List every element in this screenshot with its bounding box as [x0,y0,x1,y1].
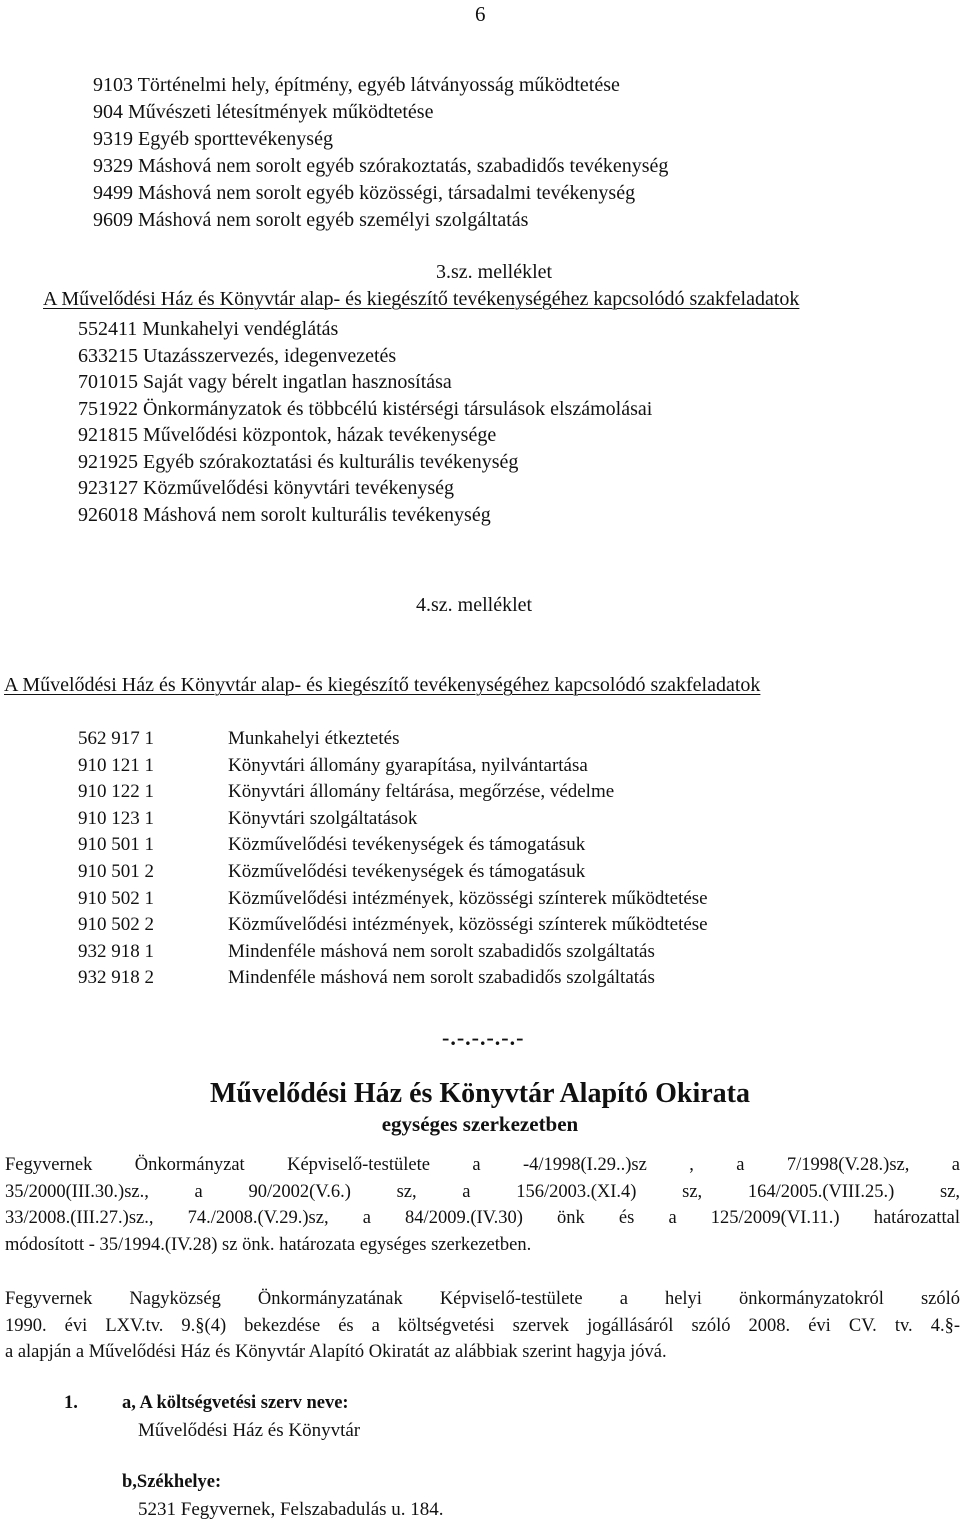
list-item: 701015 Saját vagy bérelt ingatlan hasznosítása [78,371,452,393]
list-item [78,912,878,939]
paragraph-line: Fegyvernek Önkormányzat Képviselő-testülete a -4/1998(I.29..)sz , a 7/1998(V.28.)sz, a [5,1155,960,1175]
document-title: Művelődési Ház és Könyvtár Alapító Okirata [209,1078,751,1109]
item-code: 932 918 2 [78,967,154,989]
list-item: 904 Művészeti létesítmények működtetése [93,101,434,123]
list-item: 921815 Művelődési központok, házak tevékenysége [78,424,497,446]
item-description: Közművelődési tevékenységek és támogatásuk [228,860,586,882]
annex4-title: A Művelődési Ház és Könyvtár alap- és kiegészítő tevékenységéhez kapcsolódó szakfeladatok [4,674,761,696]
list-item: 552411 Munkahelyi vendéglátás [78,318,339,340]
list-item: 9103 Történelmi hely, építmény, egyéb látványosság működtetése [93,74,620,96]
item-description: Közművelődési tevékenységek és támogatásuk [228,834,586,856]
annex4-list [78,726,878,992]
item-description: Mindenféle máshová nem sorolt szabadidős szolgáltatás [228,940,655,962]
item-code: 910 501 2 [78,860,154,882]
org-name-value: Művelődési Ház és Könyvtár [138,1420,361,1441]
item-description: Munkahelyi étkeztetés [228,728,400,749]
paragraph-line: 35/2000(III.30.)sz., a 90/2002(V.6.) sz, a 156/2003.(XI.4) sz, 164/2005.(VIII.25.) sz, [5,1181,960,1202]
item-code: 910 121 1 [78,754,154,776]
list-item [78,939,878,966]
item-code: 932 918 1 [78,940,154,962]
activities-list [93,72,668,234]
list-item [78,726,878,753]
section-number: 1. [64,1393,78,1413]
item-description: Közművelődési intézmények, közösségi színterek működtetése [228,887,708,909]
item-code: 910 123 1 [78,807,154,829]
list-item: 9329 Máshová nem sorolt egyéb szórakoztatás, szabadidős tevékenység [93,155,669,177]
annex3-heading: 3.sz. melléklet [436,261,553,283]
list-item: 923127 Közművelődési könyvtári tevékenység [78,477,455,499]
list-item [78,965,878,992]
annex4-heading: 4.sz. melléklet [416,594,533,616]
item-code: 910 501 1 [78,834,154,856]
item-description: Könyvtári állomány gyarapítása, nyilvántartása [228,754,588,776]
list-item [78,859,878,886]
list-item [78,806,878,833]
paragraph-line: a alapján a Művelődési Ház és Könyvtár Alapító Okiratát az alábbiak szerint hagyja jóvá. [5,1342,667,1362]
annex3-list [78,316,652,528]
paragraph-line: 1990. évi LXV.tv. 9.§(4) bekezdése és a költségvetési szervek jogállásáról szóló 2008. évi CV. tv. 4.§- [5,1315,960,1336]
item-description: Könyvtári állomány feltárása, megőrzése, védelme [228,781,615,803]
preamble-paragraph [5,1152,960,1258]
paragraph-line: 33/2008.(III.27.)sz., 74./2008.(V.29.)sz, a 84/2009.(IV.30) önk és a 125/2009(VI.11.) határozattal [5,1208,960,1228]
annex3-title: A Művelődési Ház és Könyvtár alap- és kiegészítő tevékenységéhez kapcsolódó szakfeladatok [43,288,800,310]
item-description: Mindenféle máshová nem sorolt szabadidős szolgáltatás [228,967,655,989]
org-name-heading: a, A költségvetési szerv neve: [122,1393,349,1413]
approval-paragraph [5,1286,960,1366]
list-item [78,886,878,913]
item-code: 910 502 1 [78,887,154,909]
list-item: 633215 Utazásszervezés, idegenvezetés [78,344,397,367]
page-number: 6 [475,2,486,26]
seat-value: 5231 Fegyvernek, Felszabadulás u. 184. [138,1499,444,1520]
list-item: 926018 Máshová nem sorolt kulturális tevékenység [78,503,491,526]
list-item: 9499 Máshová nem sorolt egyéb közösségi, társadalmi tevékenység [93,182,636,204]
item-description: Közművelődési intézmények, közösségi színterek működtetése [228,914,708,936]
item-code: 910 502 2 [78,914,154,936]
document-subtitle: egységes szerkezetben [381,1112,579,1136]
list-item [78,832,878,859]
list-item: 751922 Önkormányzatok és többcélú kistérségi társulások elszámolásai [78,397,653,420]
item-code: 562 917 1 [78,728,154,749]
list-item [78,779,878,806]
paragraph-line: Fegyvernek Nagyközség Önkormányzatának Képviselő-testülete a helyi önkormányzatokról szóló [5,1289,960,1309]
item-description: Könyvtári szolgáltatások [228,807,418,829]
list-item [78,753,878,780]
item-code: 910 122 1 [78,781,154,803]
list-item: 9319 Egyéb sporttevékenység [93,128,333,150]
seat-heading: b,Székhelye: [122,1472,222,1492]
list-item: 9609 Máshová nem sorolt egyéb személyi szolgáltatás [93,209,529,231]
paragraph-line: módosított - 35/1994.(IV.28) sz önk. határozata egységes szerkezetben. [5,1234,532,1255]
section-separator: -.-.-.-.-.- [442,1025,525,1050]
list-item: 921925 Egyéb szórakoztatási és kulturális tevékenység [78,450,519,473]
